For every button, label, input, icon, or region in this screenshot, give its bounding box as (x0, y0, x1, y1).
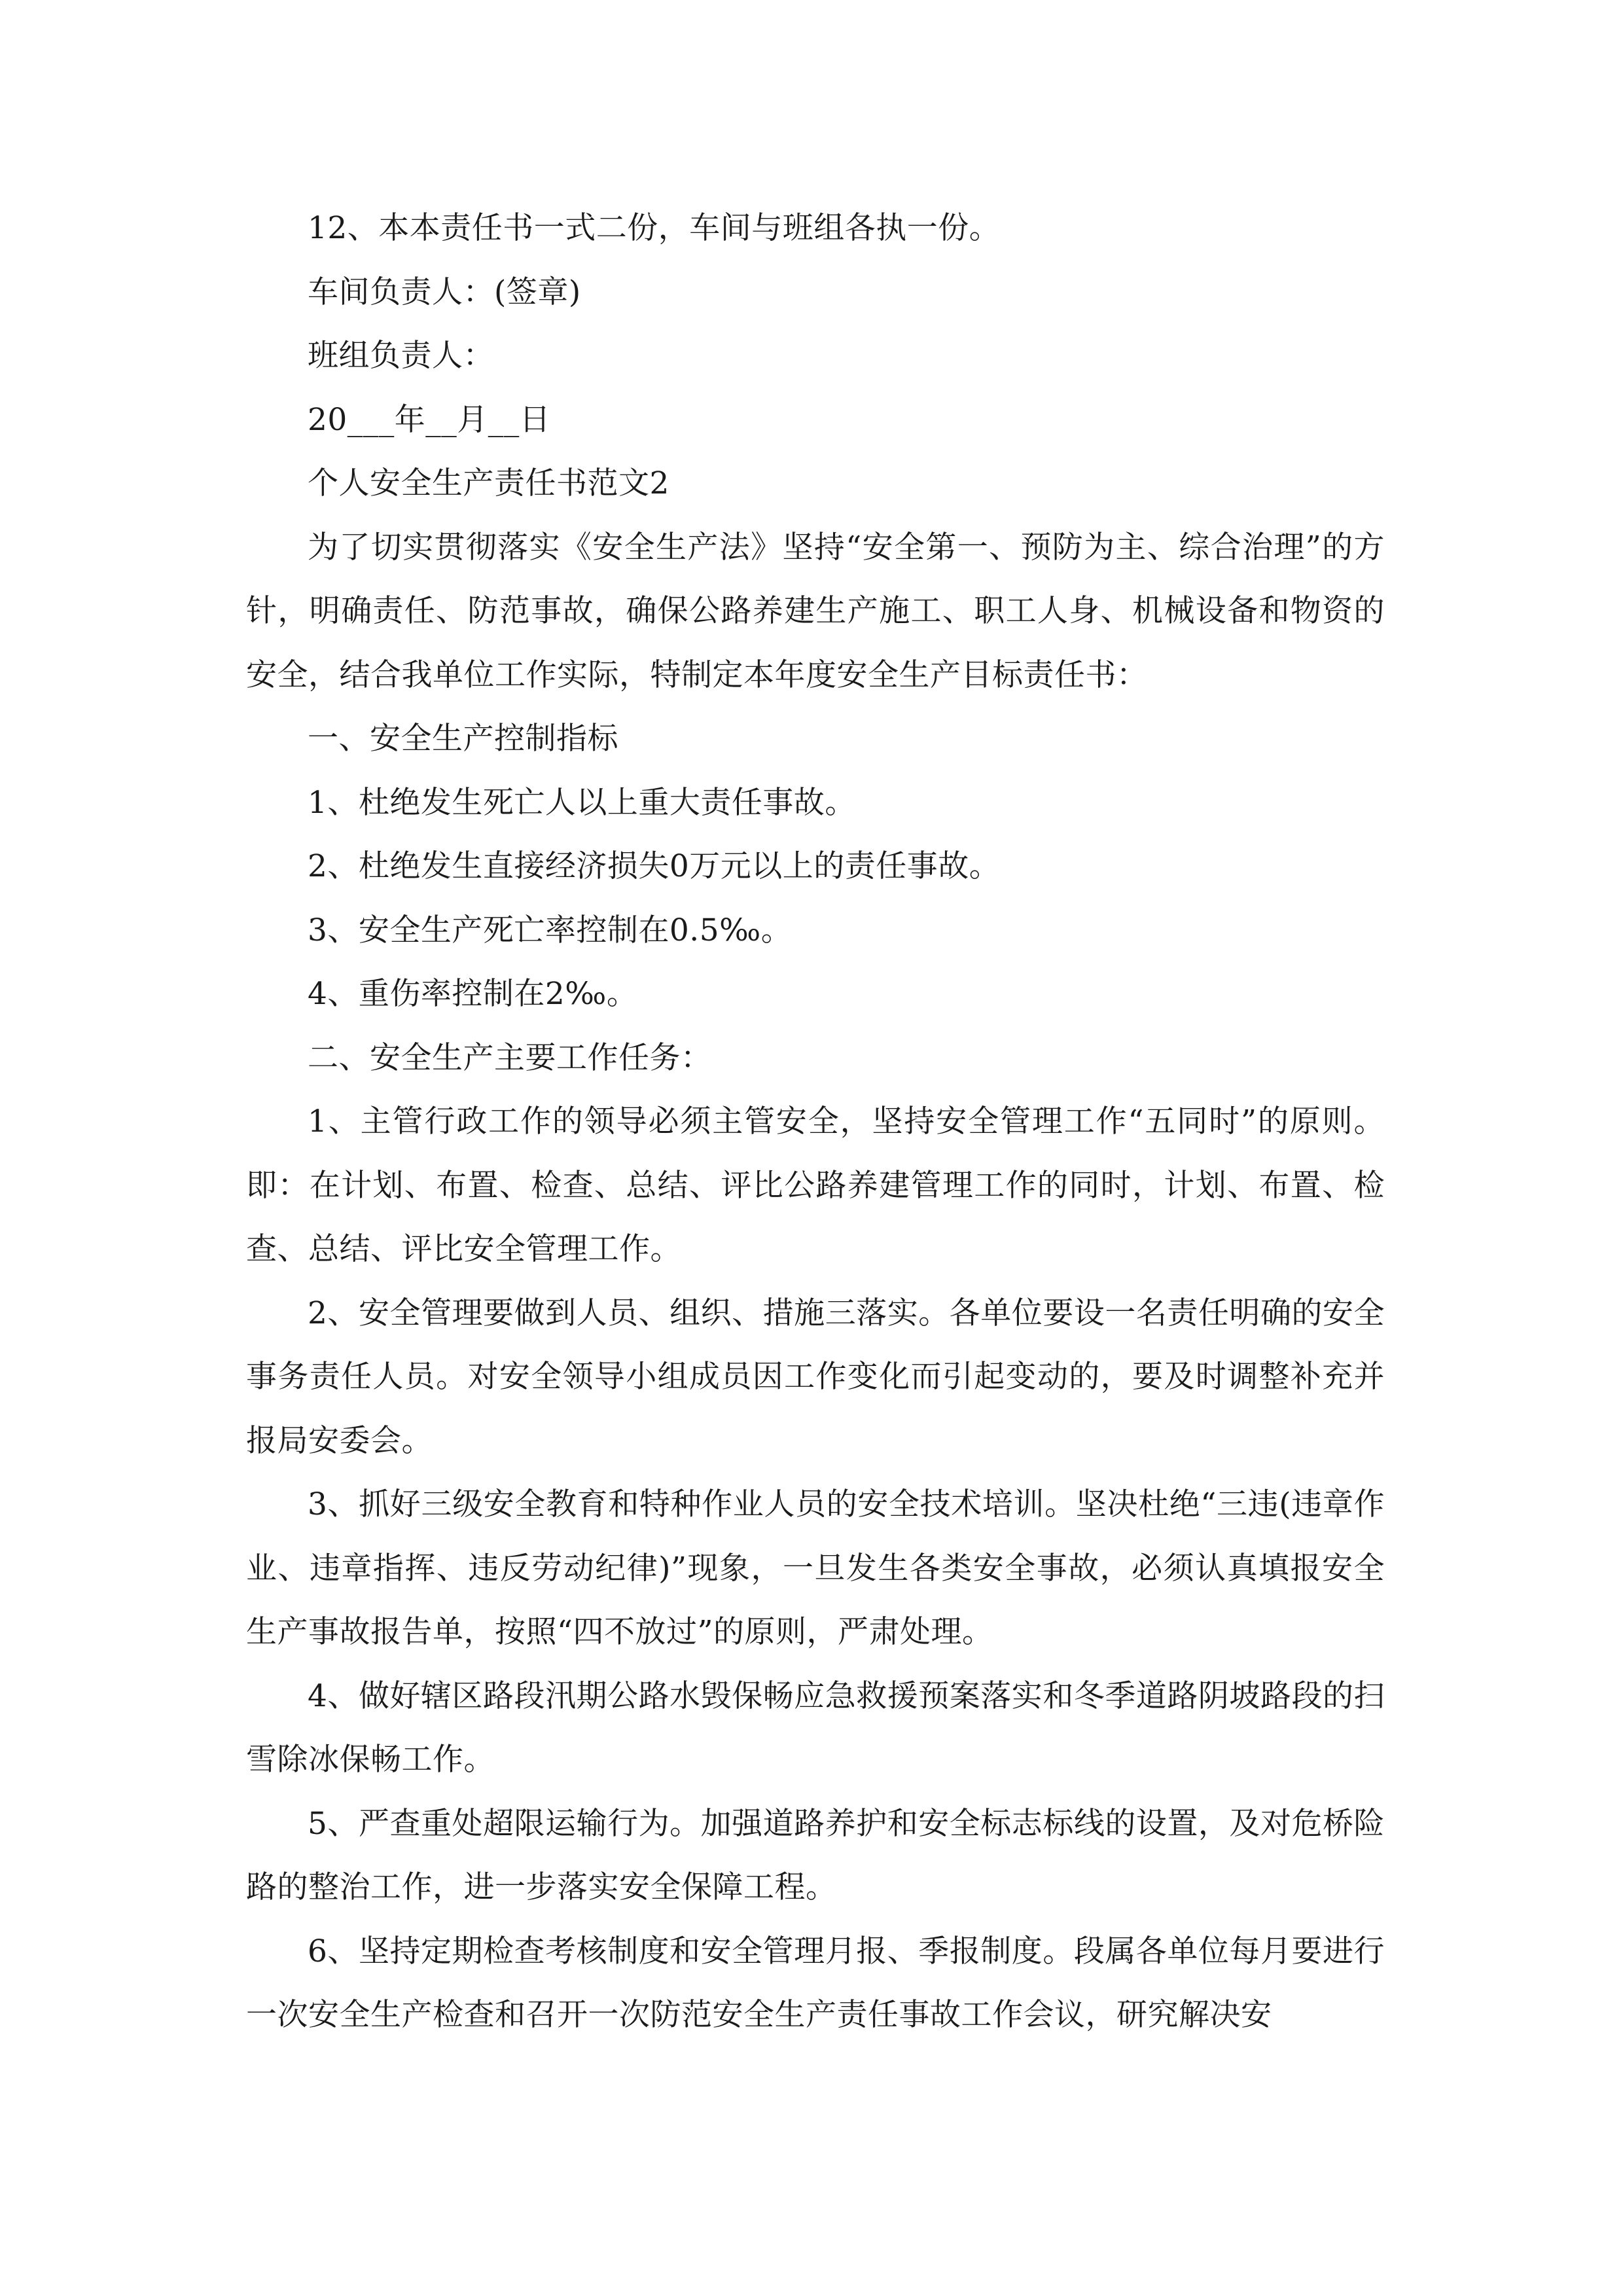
list-item-target-1: 1、杜绝发生死亡人以上重大责任事故。 (308, 784, 856, 821)
paragraph-intro: 为了切实贯彻落实《安全生产法》坚持“安全第一、预防为主、综合治理”的方针，明确责任、防范事故，确保公路养建生产施工、职工人身、机械设备和物资的安全，结合我单位工作实际，特制定本年度安全生产目标责任书： (246, 529, 1385, 693)
paragraph-clause-12: 12、本本责任书一式二份，车间与班组各执一份。 (308, 210, 1001, 246)
list-item-target-2: 2、杜绝发生直接经济损失0万元以上的责任事故。 (308, 848, 1001, 884)
list-item-target-3: 3、安全生产死亡率控制在0.5‰。 (308, 912, 793, 948)
list-item-task-4: 4、做好辖区路段汛期公路水毁保畅应急救援预案落实和冬季道路阴坡路段的扫雪除冰保畅工作。 (246, 1677, 1385, 1778)
heading-control-targets: 一、安全生产控制指标 (308, 721, 618, 757)
list-item-task-2: 2、安全管理要做到人员、组织、措施三落实。各单位要设一名责任明确的安全事务责任人员。对安全领导小组成员因工作变化而引起变动的，要及时调整补充并报局安委会。 (246, 1295, 1385, 1459)
list-item-task-3: 3、抓好三级安全教育和特种作业人员的安全技术培训。坚决杜绝“三违(违章作业、违章指挥、违反劳动纪律)”现象，一旦发生各类安全事故，必须认真填报安全生产事故报告单，按照“四不放过”的原则，严肃处理。 (246, 1486, 1385, 1650)
heading-main-tasks: 二、安全生产主要工作任务： (308, 1039, 712, 1076)
paragraph-team-leader: 班组负责人： (308, 338, 494, 374)
document-body (246, 196, 1385, 2047)
list-item-task-6: 6、坚持定期检查考核制度和安全管理月报、季报制度。段属各单位每月要进行一次安全生产检查和召开一次防范安全生产责任事故工作会议，研究解决安 (246, 1933, 1385, 2033)
paragraph-workshop-leader: 车间负责人：(签章) (308, 274, 581, 310)
section-title: 个人安全生产责任书范文2 (308, 465, 669, 501)
paragraph-date: 20___年__月__日 (308, 401, 551, 438)
list-item-target-4: 4、重伤率控制在2‰。 (308, 976, 638, 1012)
list-item-task-5: 5、严查重处超限运输行为。加强道路养护和安全标志标线的设置，及对危桥险路的整治工作，进一步落实安全保障工程。 (246, 1805, 1385, 1905)
list-item-task-1: 1、主管行政工作的领导必须主管安全，坚持安全管理工作“五同时”的原则。即：在计划、布置、检查、总结、评比公路养建管理工作的同时，计划、布置、检查、总结、评比安全管理工作。 (246, 1103, 1385, 1267)
